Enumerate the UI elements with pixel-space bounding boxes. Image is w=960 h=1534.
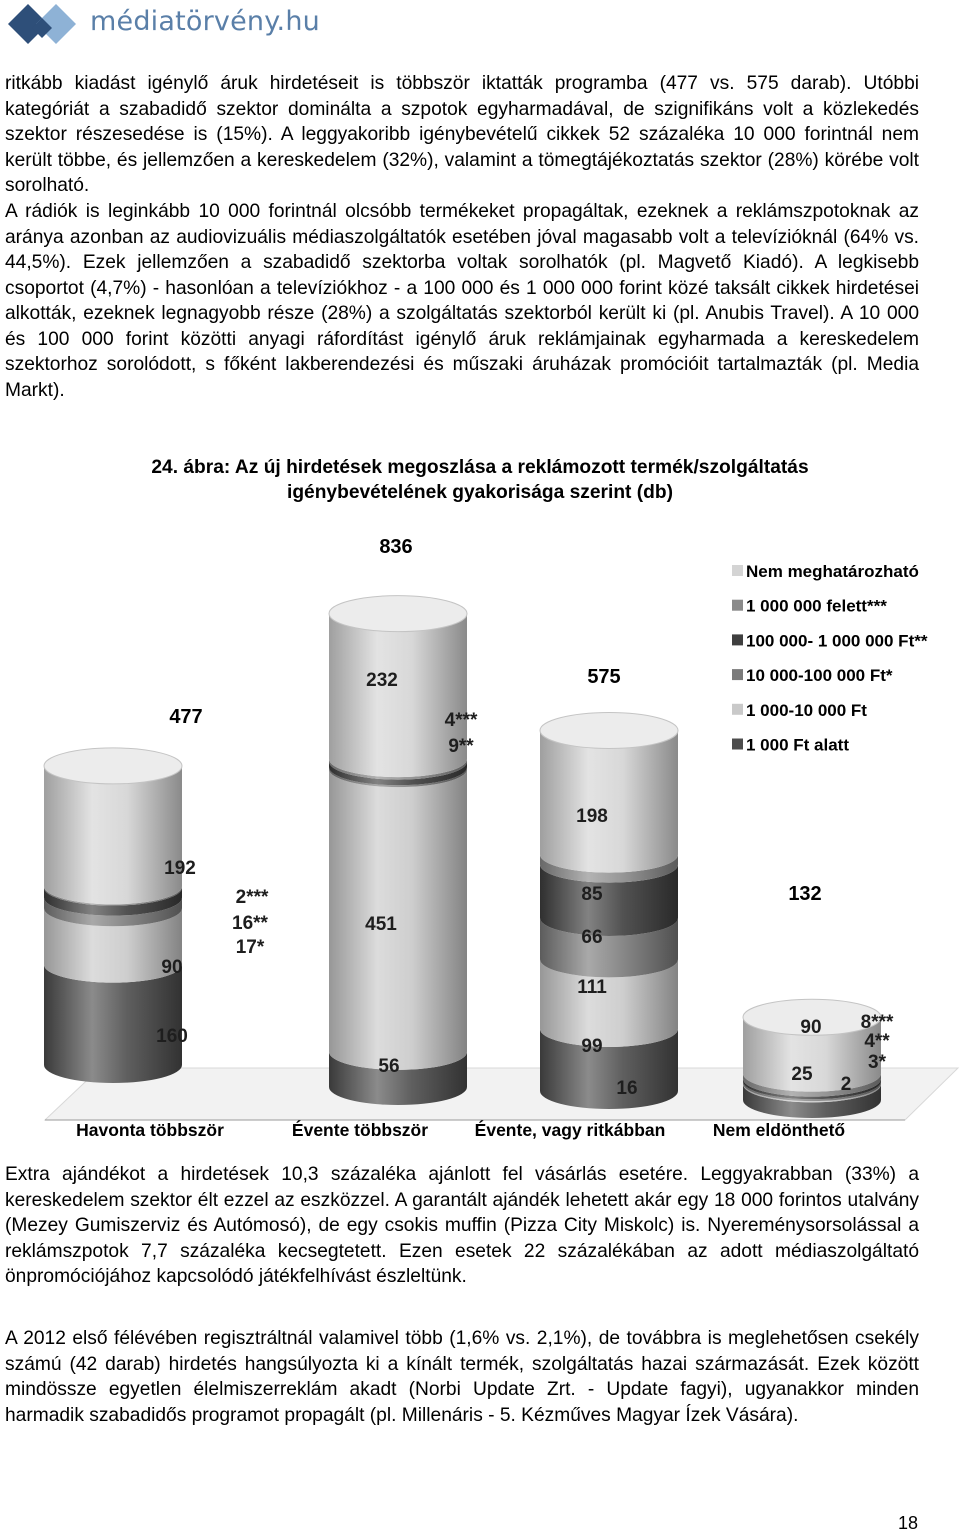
segment-label: 16** — [232, 913, 268, 934]
bar-3 — [540, 712, 678, 1109]
segment-label: 451 — [365, 914, 397, 935]
stacked-cylinder-chart — [0, 520, 960, 1150]
figure-caption-line-1: 24. ábra: Az új hirdetések megoszlása a reklámozott termék/szolgáltatás — [151, 457, 809, 478]
segment-label: 232 — [366, 670, 398, 691]
legend-label: 10 000-100 000 Ft* — [746, 666, 893, 686]
segment-label: 85 — [581, 884, 603, 905]
total-label: 132 — [788, 883, 822, 905]
legend-label: 1 000 Ft alatt — [746, 735, 849, 755]
bar-top-cap — [540, 712, 678, 748]
legend-swatch — [732, 600, 743, 611]
segment-label: 192 — [164, 858, 196, 879]
legend-swatch — [732, 565, 743, 576]
segment-label: 9** — [448, 736, 474, 757]
category-label: Évente, vagy ritkábban — [474, 1120, 666, 1140]
category-label: Havonta többször — [76, 1120, 224, 1140]
segment-label: 8*** — [860, 1012, 894, 1033]
total-label: 477 — [169, 706, 203, 728]
page-number: 18 — [897, 1513, 918, 1533]
total-label: 836 — [379, 536, 413, 558]
segment-label: 16 — [616, 1078, 638, 1099]
legend — [732, 562, 928, 755]
paragraph-3: Extra ajándékot a hirdetések 10,3 százaléka ajánlott fel vásárlás esetére. Leggyakrabban (33%) a kereskedelem szektor élt ezzel az eszközzel. A garantált ajándék lehetett akár egy 18 000 forintos utalvány (Mezey Gumiszerviz és Autómosó), de egy csokis muffin (Pizza City Miskolc) is. Nyereménysorsolással a reklámszpotok 7,7 százaléka kecsegtetett. Ezen esetek 22 százalékában az adott médiaszolgáltató önpromóciójához kapcsolódó játékfelhívást észleltünk. — [5, 1164, 919, 1287]
segment-label: 90 — [161, 957, 183, 978]
figure-caption-line-2: igénybevételének gyakorisága szerint (db) — [286, 482, 674, 503]
paragraph-2: A rádiók is leginkább 10 000 forintnál olcsóbb termékeket propagáltak, ezeknek a reklámszpotoknak az aránya azonban az audiovizuális médiaszolgáltatók esetében jóval magasabb volt a televízióknál (64% vs. 44,5%). Ezek jellemzően a szabadidő szektorba voltak sorolhatók (pl. Magvető Kiadó). A legkisebb csoportot (4,7%) - hasonlóan a televíziókhoz - a 100 000 és 1 000 000 forint közé taksált cikkek hirdetései alkották, ezeknek legnagyobb része (28%) a szolgáltatás szektorból került ki (pl. Anubis Travel). A 10 000 és 100 000 forint közötti anyagi ráfordítást igénylő áruk reklámjainak egyharmada a kereskedelem szektorhoz sorolódott, s főként lakberendezési és műszaki áruházak promócióit tartalmazták (pl. Media Markt). — [5, 201, 919, 401]
total-label: 575 — [587, 666, 621, 688]
bar-2 — [329, 596, 467, 1105]
site-logo — [4, 2, 320, 48]
bar-segment — [329, 614, 467, 777]
segment-label: 4*** — [444, 710, 478, 731]
bar-segment — [540, 730, 678, 872]
legend-label: 1 000 000 felett*** — [746, 596, 887, 616]
logo-diamonds-icon — [4, 2, 90, 48]
paragraph-4: A 2012 első félévében regisztráltnál valamivel több (1,6% vs. 2,1%), de továbbra is meglehetősen csekély számú (42 darab) hirdetés hangsúlyozta ki a kínált termék, szolgáltatás hazai származását. Ezek között mindössze egyetlen élelmiszerreklám akadt (Norbi Update Zrt. - Update fagyi), ugyanakkor minden harmadik szabadidős programot propagált (pl. Millenáris - 5. Kézműves Magyar Ízek Vására). — [5, 1328, 919, 1426]
segment-label: 3* — [868, 1052, 886, 1073]
bar-top-cap — [44, 748, 182, 784]
bar-top-cap — [329, 596, 467, 632]
segment-label: 25 — [791, 1064, 813, 1085]
segment-label: 160 — [156, 1026, 188, 1047]
segment-label: 2*** — [235, 887, 269, 908]
legend-label: 1 000-10 000 Ft — [746, 700, 867, 720]
figure-caption — [0, 455, 960, 505]
segment-label: 90 — [800, 1017, 822, 1038]
legend-swatch — [732, 704, 743, 715]
category-label: Nem eldönthető — [712, 1120, 846, 1140]
segment-label: 17* — [235, 937, 265, 958]
segment-label: 99 — [581, 1036, 603, 1057]
segment-label: 2 — [840, 1074, 852, 1095]
legend-swatch — [732, 669, 743, 680]
legend-label: Nem meghatározható — [746, 562, 919, 581]
bar-segment — [329, 769, 467, 1070]
segment-label: 4** — [864, 1031, 890, 1052]
segment-label: 198 — [576, 806, 608, 827]
legend-swatch — [732, 634, 743, 645]
segment-label: 111 — [577, 977, 607, 998]
legend-label: 100 000- 1 000 000 Ft** — [746, 631, 928, 651]
segment-label: 56 — [378, 1056, 400, 1077]
category-label: Évente többször — [291, 1120, 429, 1140]
legend-swatch — [732, 739, 743, 750]
logo-text: médiatörvény.hu — [90, 6, 320, 37]
paragraph-1: ritkább kiadást igénylő áruk hirdetéseit is többször iktatták programba (477 vs. 575 darab). Utóbbi kategóriát a szabadidő szektor dominálta a szpotok egyharmadával, de szignifikáns volt a közlekedés szektor részesedése is (15%). A leggyakoribb igénybevételű cikkek 52 százaléka 10 000 forintnál nem került többe, és jellemzően a kereskedelem (32%), valamint a tömegtájékoztatás szektor (28%) körébe volt sorolható. — [5, 73, 919, 196]
segment-label: 66 — [581, 927, 603, 948]
bar-segment — [44, 766, 182, 904]
